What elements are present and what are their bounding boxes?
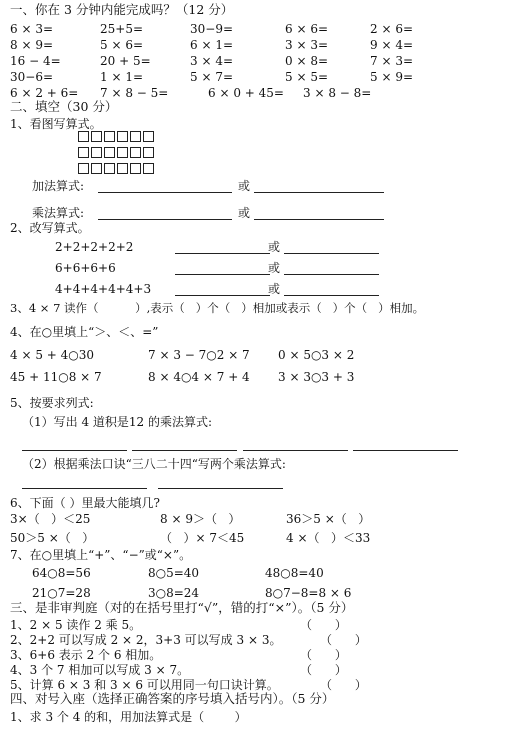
arithmetic-problem: 3 × 4=: [190, 54, 234, 68]
rewrite-answer-line[interactable]: [175, 295, 270, 296]
square-icon: [143, 131, 154, 142]
arithmetic-problem: 1 × 1=: [100, 70, 144, 84]
arithmetic-problem: 6 × 3=: [10, 22, 54, 36]
q4-label: 4、在○里填上“＞、＜、=”: [10, 325, 159, 339]
compare-problem: 3 × 3○3 + 3: [278, 370, 355, 384]
square-icon: [143, 163, 154, 174]
compare-problem: 7 × 3 − 7○2 × 7: [148, 348, 250, 362]
operator-problem: 64○8=56: [32, 566, 91, 580]
square-icon: [130, 163, 141, 174]
fill-problem: 36＞5 ×（ ）: [286, 512, 371, 526]
square-icon: [91, 131, 102, 142]
square-icon: [117, 147, 128, 158]
true-false-statement: 3、6+6 表示 2 个 6 相加。: [10, 648, 162, 662]
square-icon: [117, 131, 128, 142]
q1-label: 1、看图写算式。: [10, 117, 102, 131]
arithmetic-problem: 2 × 6=: [370, 22, 414, 36]
true-false-statement: 5、计算 6 × 3 和 3 × 6 可以用同一句口诀计算。: [10, 678, 279, 692]
q5-2-text: （2）根据乘法口诀“三八二十四“写两个乘法算式:: [22, 457, 286, 471]
square-icon: [91, 147, 102, 158]
arithmetic-problem: 6 × 0 + 45=: [208, 86, 284, 100]
answer-parentheses[interactable]: （ ）: [300, 648, 347, 662]
arithmetic-problem: 0 × 8=: [285, 54, 329, 68]
fill-problem: （ ）× 7＜45: [160, 531, 245, 545]
operator-problem: 21○7=28: [32, 586, 91, 600]
rewrite-expression: 4+4+4+4+4+3: [55, 282, 152, 296]
addition-answer-line-2[interactable]: [254, 192, 384, 193]
s4-q1-text: 1、求 3 个 4 的和，用加法算式是（ ）: [10, 710, 247, 724]
arithmetic-problem: 6 × 6=: [285, 22, 329, 36]
square-icon: [104, 163, 115, 174]
compare-problem: 4 × 5 + 4○30: [10, 348, 95, 362]
multiplication-answer-line-2[interactable]: [254, 219, 384, 220]
operator-problem: 8○7−8=8 × 6: [265, 586, 352, 600]
q5-label: 5、按要求列式:: [10, 396, 94, 410]
square-icon: [143, 147, 154, 158]
arithmetic-problem: 30−9=: [190, 22, 234, 36]
square-icon: [91, 163, 102, 174]
fill-problem: 4 ×（ ）＜33: [286, 531, 371, 545]
arithmetic-problem: 5 × 6=: [100, 38, 144, 52]
q6-label: 6、下面（ ）里最大能填几?: [10, 496, 160, 510]
rewrite-expression: 2+2+2+2+2: [55, 240, 134, 254]
q5-1-answer-line[interactable]: [132, 450, 237, 451]
arithmetic-problem: 7 × 8 − 5=: [100, 86, 169, 100]
arithmetic-problem: 20 + 5=: [100, 54, 151, 68]
rewrite-answer-line[interactable]: [284, 295, 379, 296]
true-false-statement: 1、2 × 5 读作 2 乘 5。: [10, 618, 142, 632]
true-false-statement: 2、2+2 可以写成 2 × 2，3+3 可以写成 3 × 3。: [10, 633, 282, 647]
section-4-title: 四、对号入座（选择正确答案的序号填入括号内）。（5 分）: [10, 691, 335, 706]
arithmetic-problem: 5 × 7=: [190, 70, 234, 84]
q5-1-answer-line[interactable]: [22, 450, 127, 451]
arithmetic-problem: 7 × 3=: [370, 54, 414, 68]
addition-answer-line[interactable]: [98, 192, 232, 193]
q5-1-answer-line[interactable]: [353, 450, 458, 451]
arithmetic-problem: 25+5=: [100, 22, 144, 36]
q7-label: 7、在○里填上“+”、“−”或“×”。: [10, 548, 192, 562]
square-icon: [78, 163, 89, 174]
arithmetic-problem: 3 × 3=: [285, 38, 329, 52]
or-text: 或: [268, 240, 281, 254]
square-icon: [104, 147, 115, 158]
answer-parentheses[interactable]: （ ）: [300, 663, 347, 677]
arithmetic-problem: 30−6=: [10, 70, 54, 84]
square-icon: [117, 163, 128, 174]
square-grid: [78, 131, 154, 174]
arithmetic-problem: 6 × 2 + 6=: [10, 86, 79, 100]
square-icon: [130, 131, 141, 142]
rewrite-answer-line[interactable]: [284, 253, 379, 254]
operator-problem: 3○8=24: [148, 586, 200, 600]
operator-problem: 48○8=40: [265, 566, 324, 580]
square-icon: [78, 147, 89, 158]
or-text: 或: [238, 179, 251, 193]
square-icon: [104, 131, 115, 142]
compare-problem: 45 + 11○8 × 7: [10, 370, 102, 384]
arithmetic-problem: 5 × 5=: [285, 70, 329, 84]
true-false-statement: 4、3 个 7 相加可以写成 3 × 7。: [10, 663, 190, 677]
or-text: 或: [238, 206, 251, 220]
fill-problem: 50＞5 ×（ ）: [10, 531, 95, 545]
fill-problem: 8 × 9＞（ ）: [160, 512, 241, 526]
operator-problem: 8○5=40: [148, 566, 200, 580]
q5-2-answer-line[interactable]: [158, 488, 283, 489]
rewrite-expression: 6+6+6+6: [55, 261, 116, 275]
compare-problem: 0 × 5○3 × 2: [278, 348, 355, 362]
arithmetic-problem: 6 × 1=: [190, 38, 234, 52]
or-text: 或: [268, 261, 281, 275]
answer-parentheses[interactable]: （ ）: [320, 633, 367, 647]
section-3-title: 三、是非审判庭（对的在括号里打“√”，错的打“×”）。（5 分）: [10, 600, 354, 615]
arithmetic-problem: 8 × 9=: [10, 38, 54, 52]
q2-label: 2、改写算式。: [10, 221, 90, 235]
arithmetic-problem: 3 × 8 − 8=: [303, 86, 372, 100]
q5-1-answer-line[interactable]: [243, 450, 348, 451]
fill-problem: 3×（ ）＜25: [10, 512, 91, 526]
rewrite-answer-line[interactable]: [284, 274, 379, 275]
q5-1-text: （1）写出 4 道积是12 的乘法算式:: [22, 415, 213, 429]
answer-parentheses[interactable]: （ ）: [320, 678, 367, 692]
square-icon: [78, 131, 89, 142]
answer-parentheses[interactable]: （ ）: [300, 618, 347, 632]
section-2-title: 二、填空（30 分）: [10, 99, 118, 114]
q3-text: 3、4 × 7 读作（ ）,表示（ ）个（ ）相加或表示（ ）个（ ）相加。: [10, 301, 425, 315]
or-text: 或: [268, 282, 281, 296]
arithmetic-problem: 16 − 4=: [10, 54, 61, 68]
multiplication-label: 乘法算式:: [32, 206, 85, 220]
square-icon: [130, 147, 141, 158]
compare-problem: 8 × 4○4 × 7 + 4: [148, 370, 250, 384]
section-1-title: 一、你在 3 分钟内能完成吗？（12 分）: [10, 2, 234, 17]
multiplication-answer-line[interactable]: [98, 219, 232, 220]
rewrite-answer-line[interactable]: [175, 274, 270, 275]
arithmetic-problem: 5 × 9=: [370, 70, 414, 84]
arithmetic-problem: 9 × 4=: [370, 38, 414, 52]
rewrite-answer-line[interactable]: [175, 253, 270, 254]
q5-2-answer-line[interactable]: [22, 488, 147, 489]
addition-label: 加法算式:: [32, 179, 85, 193]
